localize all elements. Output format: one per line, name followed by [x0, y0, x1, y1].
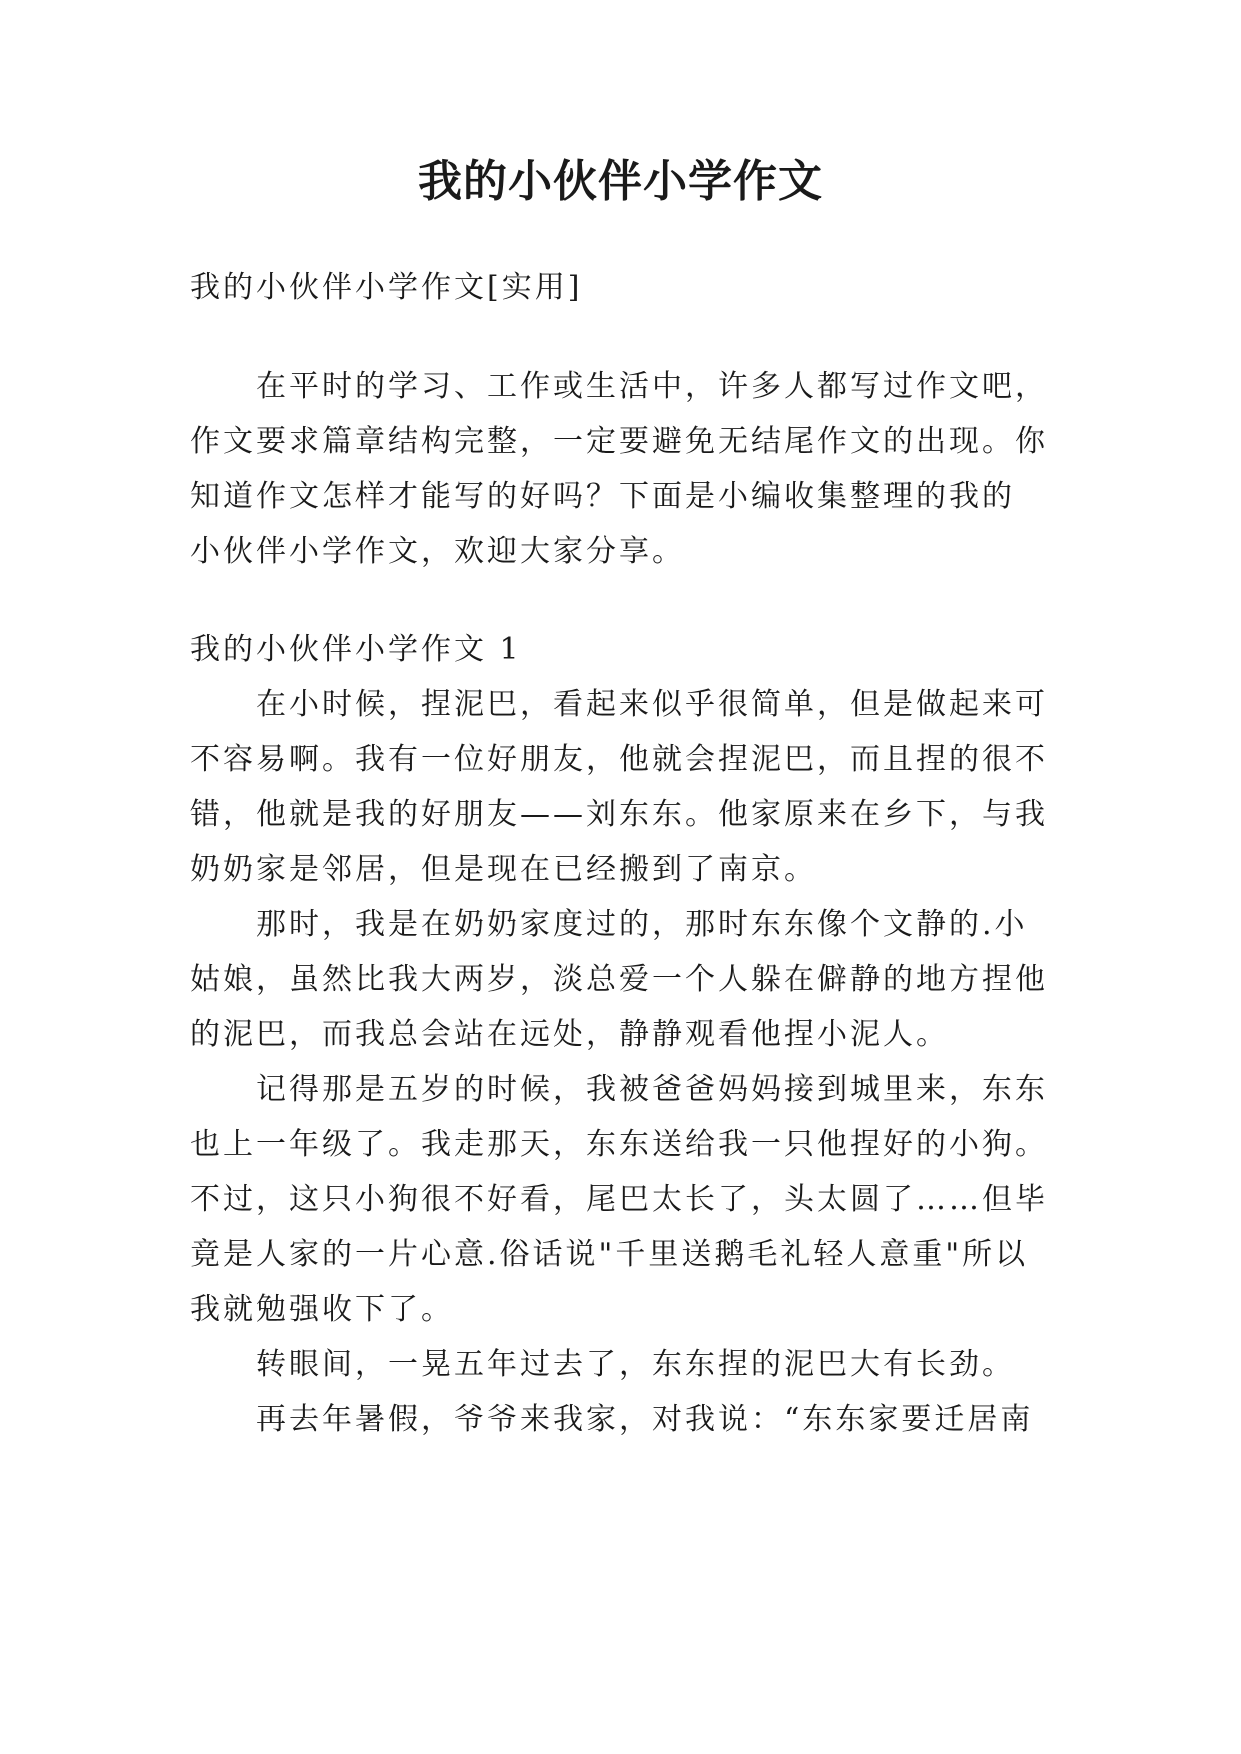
- intro-line: 知道作文怎样才能写的好吗？下面是小编收集整理的我的: [190, 479, 1015, 514]
- paragraph-line: 也上一年级了。我走那天，东东送给我一只他捏好的小狗。: [190, 1127, 1048, 1162]
- document-subtitle: 我的小伙伴小学作文[实用]: [190, 270, 583, 305]
- paragraph-line: 不容易啊。我有一位好朋友，他就会捏泥巴，而且捏的很不: [190, 742, 1048, 777]
- paragraph-line: 在小时候，捏泥巴，看起来似乎很简单，但是做起来可: [256, 687, 1048, 722]
- document-title: 我的小伙伴小学作文: [418, 156, 823, 207]
- intro-line: 小伙伴小学作文，欢迎大家分享。: [190, 534, 685, 569]
- paragraph-line: 姑娘，虽然比我大两岁，淡总爱一个人躲在僻静的地方捏他: [190, 962, 1048, 997]
- paragraph-line: 转眼间，一晃五年过去了，东东捏的泥巴大有长劲。: [256, 1347, 1015, 1382]
- paragraph-line: 的泥巴，而我总会站在远处，静静观看他捏小泥人。: [190, 1017, 949, 1052]
- intro-line: 在平时的学习、工作或生活中，许多人都写过作文吧，: [256, 369, 1048, 404]
- paragraph-line: 那时，我是在奶奶家度过的，那时东东像个文静的.小: [256, 907, 1028, 942]
- paragraph-line: 竟是人家的一片心意.俗话说"千里送鹅毛礼轻人意重"所以: [190, 1237, 1029, 1272]
- paragraph-line: 我就勉强收下了。: [190, 1292, 454, 1327]
- paragraph-line: 再去年暑假，爷爷来我家，对我说：“东东家要迁居南: [256, 1402, 1034, 1437]
- paragraph-line: 错，他就是我的好朋友——刘东东。他家原来在乡下，与我: [190, 797, 1048, 832]
- paragraph-line: 不过，这只小狗很不好看，尾巴太长了，头太圆了……但毕: [190, 1182, 1048, 1217]
- paragraph-line: 奶奶家是邻居，但是现在已经搬到了南京。: [190, 852, 817, 887]
- intro-line: 作文要求篇章结构完整，一定要避免无结尾作文的出现。你: [190, 424, 1048, 459]
- section-heading: 我的小伙伴小学作文 1: [190, 632, 522, 667]
- paragraph-line: 记得那是五岁的时候，我被爸爸妈妈接到城里来，东东: [256, 1072, 1048, 1107]
